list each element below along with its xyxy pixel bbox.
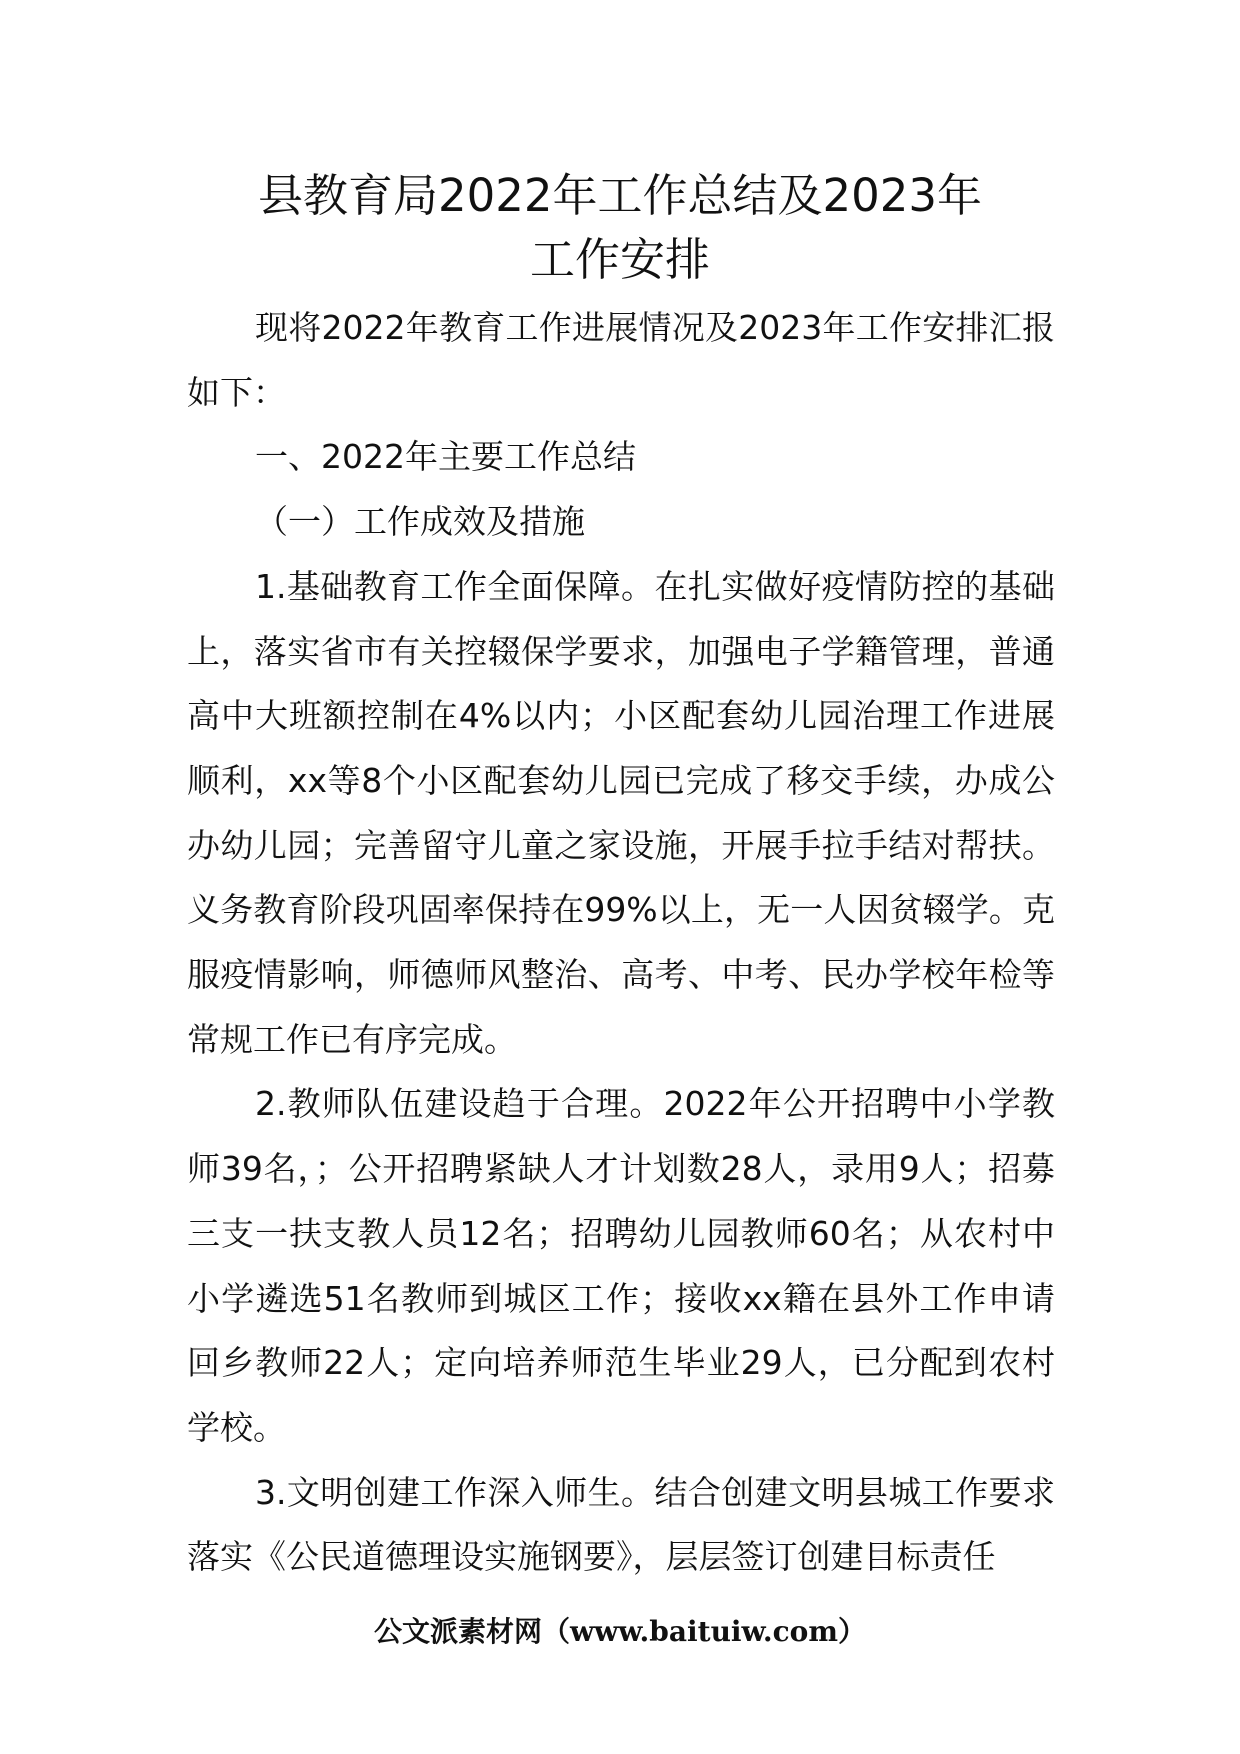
intro-paragraph: 现将2022年教育工作进展情况及2023年工作安排汇报如下：: [187, 308, 1055, 412]
document-body: [187, 296, 1055, 1590]
paragraph-item-2: 2.教师队伍建设趋于合理。2022年公开招聘中小学教师39名，；公开招聘紧缺人才计划数28人，录用9人；招募三支一扶支教人员12名；招聘幼儿园教师60名；从农村中小学遴选51名教师到城区工作；接收xx籍在县外工作申请回乡教师22人；定向培养师范生毕业29人，已分配到农村学校。: [187, 1084, 1055, 1447]
paragraph-item-3: 3.文明创建工作深入师生。结合创建文明县城工作要求落实《公民道德理设实施钢要》，层层签订创建目标责任: [187, 1472, 1055, 1577]
source-footer: 公文派素材网（www.baituiw.com）: [374, 1615, 866, 1648]
document-title-line2: 工作安排: [529, 233, 710, 286]
document-title-line1: 县教育局2022年工作总结及2023年: [257, 169, 983, 222]
subsection-heading-1: （一）工作成效及措施: [255, 502, 585, 542]
paragraph-item-1: 1.基础教育工作全面保障。在扎实做好疫情防控的基础上，落实省市有关控辍保学要求，加强电子学籍管理，普通高中大班额控制在4%以内；小区配套幼儿园治理工作进展顺利，xx等8个小区配套幼儿园已完成了移交手续，办成公办幼儿园；完善留守儿童之家设施，开展手拉手结对帮扶。义务教育阶段巩固率保持在99%以上，无一人因贫辍学。克服疫情影响，师德师风整治、高考、中考、民办学校年检等常规工作已有序完成。: [187, 566, 1055, 1059]
section-heading-1: 一、2022年主要工作总结: [255, 437, 636, 477]
